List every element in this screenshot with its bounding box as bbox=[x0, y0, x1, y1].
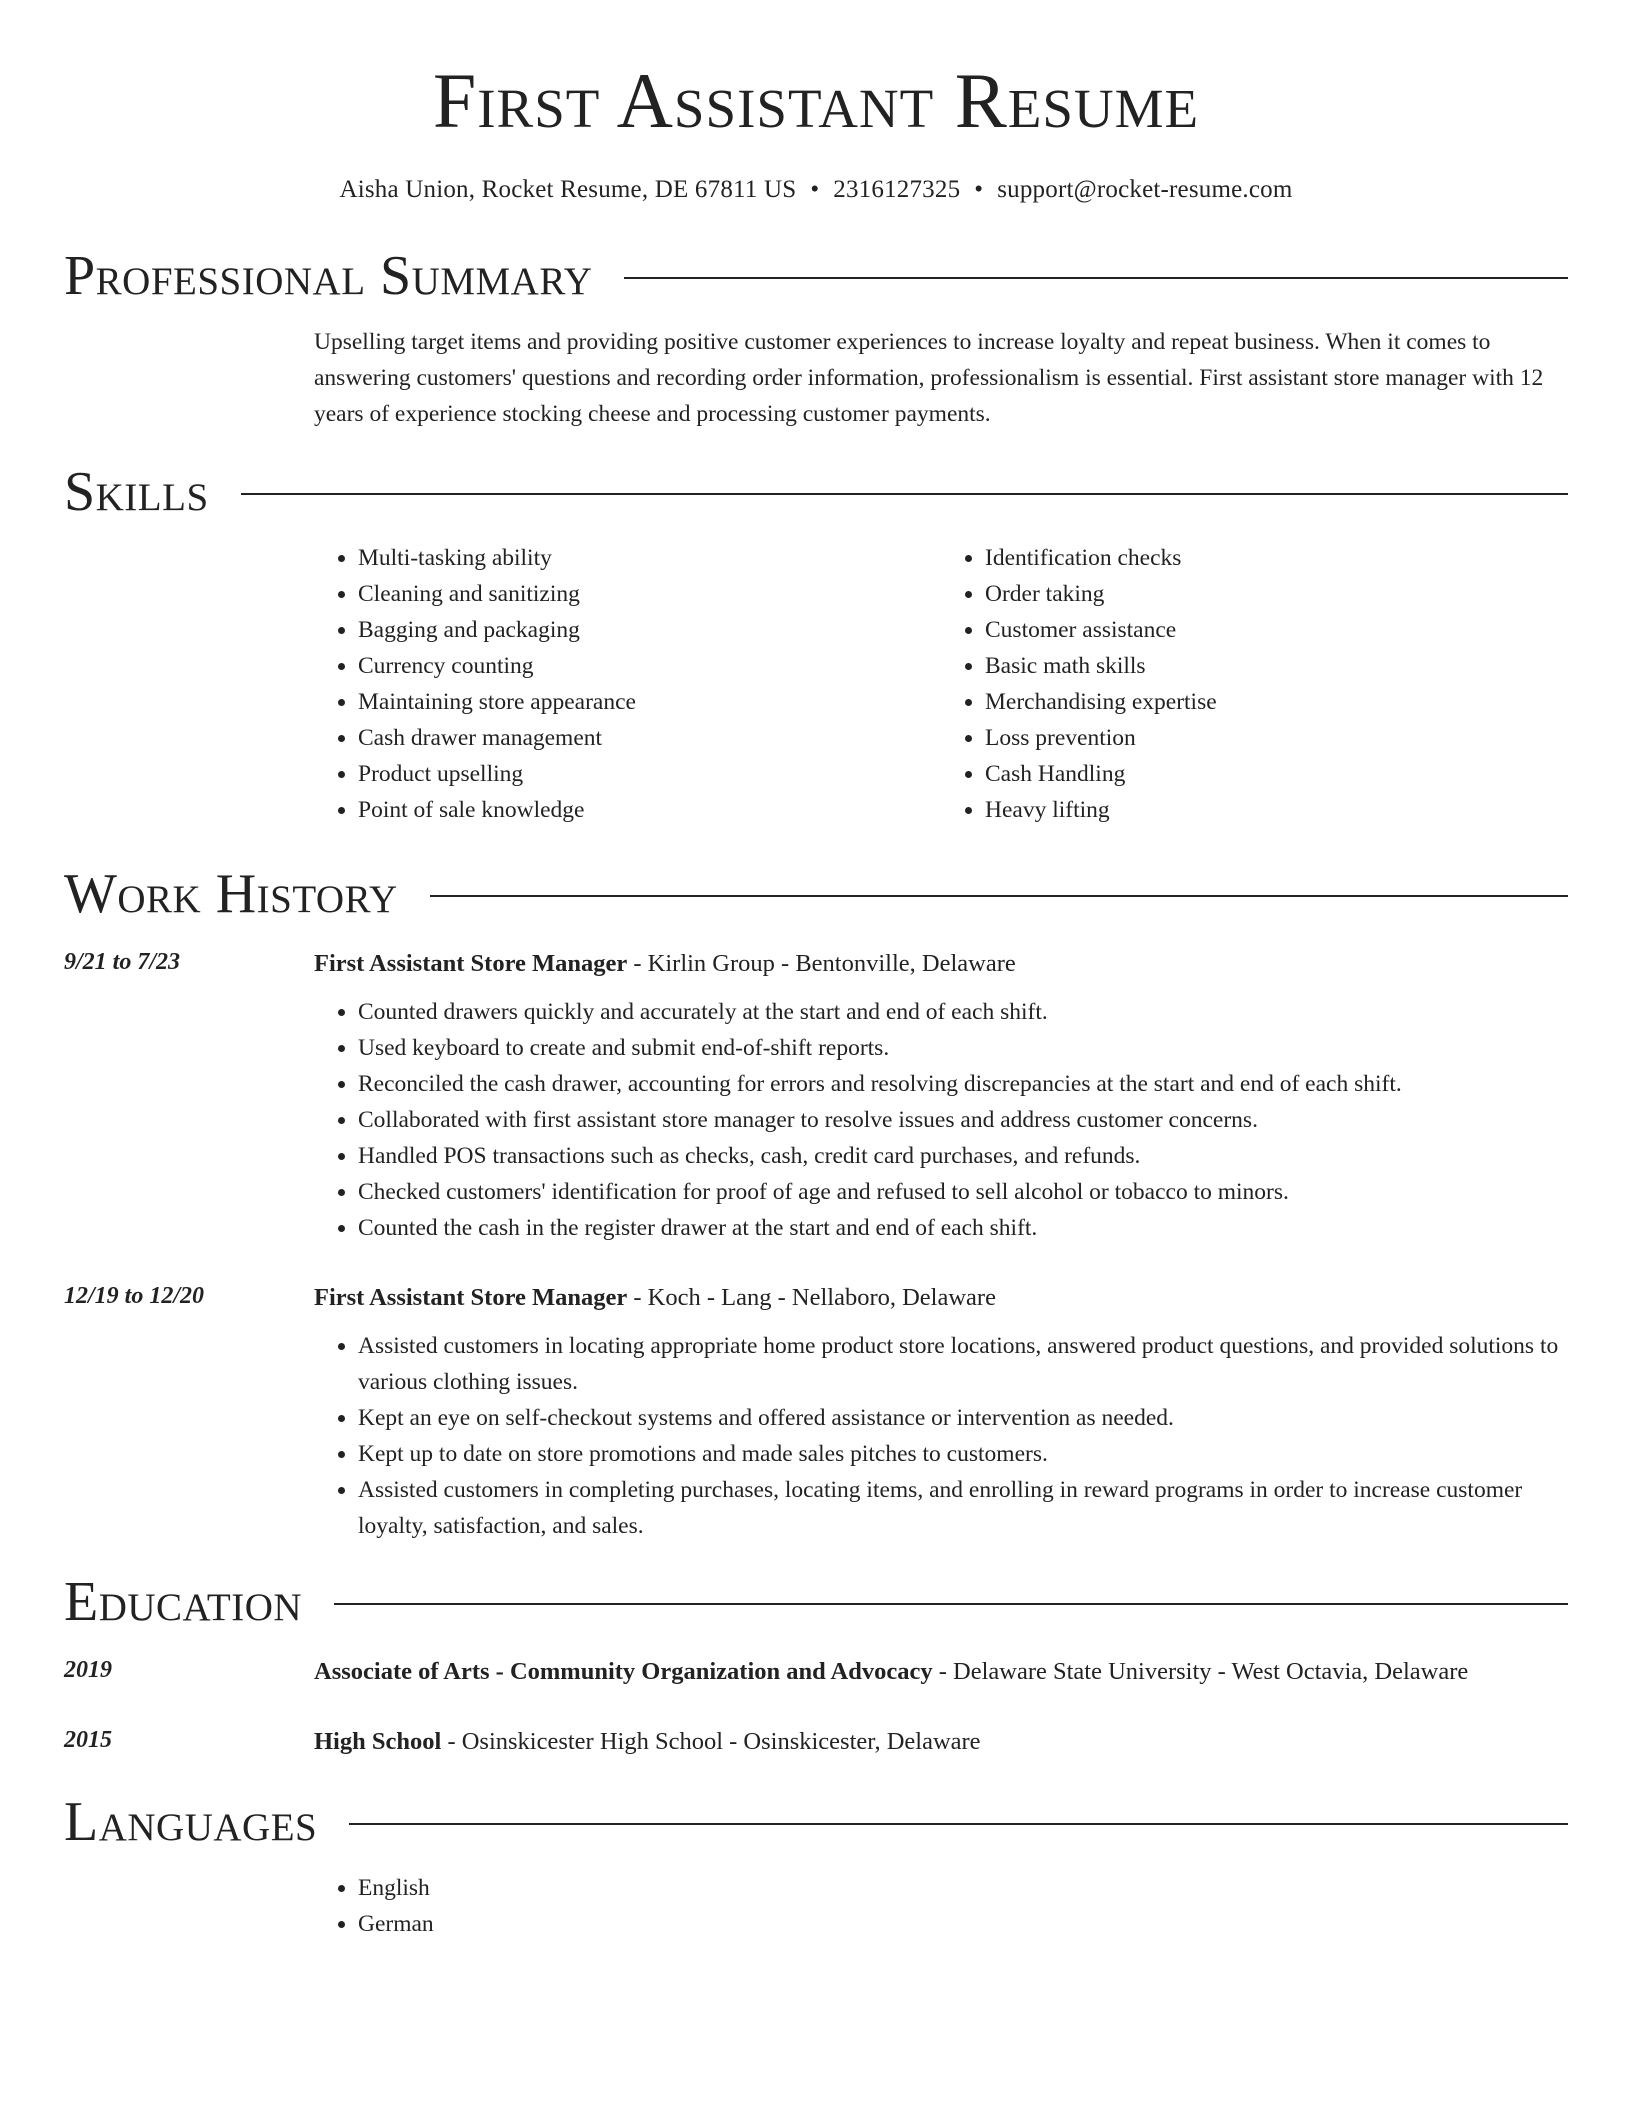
skill-item: • Identification checks bbox=[985, 540, 1568, 576]
skills-list bbox=[314, 540, 1568, 828]
section-divider bbox=[430, 895, 1568, 897]
work-dates: 9/21 to 7/23 bbox=[64, 949, 181, 975]
section-divider bbox=[241, 493, 1568, 495]
skill-item: • Loss prevention bbox=[985, 720, 1568, 756]
job-details: - Kirlin Group - Bentonville, Delaware bbox=[627, 950, 1016, 977]
section-title-education: Education bbox=[64, 1571, 303, 1633]
skill-item: • Basic math skills bbox=[985, 648, 1568, 684]
degree-title: Associate of Arts - Community Organization and Advocacy bbox=[314, 1658, 933, 1685]
skill-item: • Order taking bbox=[985, 576, 1568, 612]
language-item: • German bbox=[358, 1906, 1568, 1942]
contact-line bbox=[64, 176, 1568, 204]
work-dates: 12/19 to 12/20 bbox=[64, 1283, 205, 1309]
skill-item: • Multi-tasking ability bbox=[358, 540, 941, 576]
work-section-header bbox=[64, 863, 1568, 925]
work-bullet: • Collaborated with first assistant store manager to resolve issues and address customer concerns. bbox=[358, 1102, 1568, 1138]
skill-item: • Heavy lifting bbox=[985, 792, 1568, 828]
contact-separator: • bbox=[810, 176, 820, 203]
education-entry bbox=[64, 1722, 1568, 1762]
work-heading bbox=[314, 1278, 1568, 1318]
work-bullet: • Assisted customers in locating appropriate home product store locations, answered product questions, and provided solutions to various clothing issues. bbox=[358, 1328, 1568, 1400]
summary-section-header bbox=[64, 245, 1568, 307]
job-title: First Assistant Store Manager bbox=[314, 950, 628, 977]
work-bullet: • Reconciled the cash drawer, accounting for errors and resolving discrepancies at the start and end of each shift. bbox=[358, 1066, 1568, 1102]
education-year: 2015 bbox=[64, 1727, 112, 1753]
degree-title: High School bbox=[314, 1728, 442, 1755]
section-title-languages: Languages bbox=[64, 1791, 318, 1853]
education-year: 2019 bbox=[64, 1657, 112, 1683]
skill-item: • Cleaning and sanitizing bbox=[358, 576, 941, 612]
work-bullets bbox=[314, 1328, 1568, 1544]
job-details: - Koch - Lang - Nellaboro, Delaware bbox=[627, 1284, 996, 1311]
work-bullet: • Kept up to date on store promotions and made sales pitches to customers. bbox=[358, 1436, 1568, 1472]
section-divider bbox=[334, 1603, 1568, 1605]
contact-address: Aisha Union, Rocket Resume, DE 67811 US bbox=[339, 176, 797, 203]
skill-item: • Merchandising expertise bbox=[985, 684, 1568, 720]
work-bullets bbox=[314, 994, 1568, 1246]
skills-column-left bbox=[314, 540, 941, 828]
section-title-skills: Skills bbox=[64, 461, 209, 523]
work-bullet: • Kept an eye on self-checkout systems and offered assistance or intervention as needed. bbox=[358, 1400, 1568, 1436]
work-bullet: • Handled POS transactions such as checks, cash, credit card purchases, and refunds. bbox=[358, 1138, 1568, 1174]
summary-text: Upselling target items and providing positive customer experiences to increase loyalty and repeat business. When it comes to answering customers' questions and recording order information, professionalism is essential. First assistant store manager with 12 years of experience stocking cheese and processing customer payments. bbox=[314, 329, 1544, 427]
skill-item: • Point of sale knowledge bbox=[358, 792, 941, 828]
work-entry bbox=[64, 1278, 1568, 1318]
contact-phone: 2316127325 bbox=[833, 176, 961, 203]
skill-item: • Customer assistance bbox=[985, 612, 1568, 648]
work-bullet: • Used keyboard to create and submit end-of-shift reports. bbox=[358, 1030, 1568, 1066]
work-bullet: • Checked customers' identification for proof of age and refused to sell alcohol or tobacco to minors. bbox=[358, 1174, 1568, 1210]
education-details: - Delaware State University - West Octavia, Delaware bbox=[932, 1658, 1469, 1685]
contact-email: support@rocket-resume.com bbox=[997, 176, 1293, 203]
work-bullet: • Assisted customers in completing purchases, locating items, and enrolling in reward programs in order to increase customer loyalty, satisfaction, and sales. bbox=[358, 1472, 1568, 1544]
skill-item: • Cash drawer management bbox=[358, 720, 941, 756]
section-title-work: Work History bbox=[64, 863, 398, 925]
section-title-summary: Professional Summary bbox=[64, 245, 593, 307]
page-title: First Assistant Resume bbox=[432, 57, 1200, 144]
contact-separator: • bbox=[974, 176, 984, 203]
skills-section-header bbox=[64, 461, 1568, 523]
education-section-header bbox=[64, 1571, 1568, 1633]
job-title: First Assistant Store Manager bbox=[314, 1284, 628, 1311]
languages-section-header bbox=[64, 1791, 1568, 1853]
work-entry bbox=[64, 944, 1568, 984]
section-divider bbox=[624, 277, 1568, 279]
work-bullet: • Counted drawers quickly and accurately at the start and end of each shift. bbox=[358, 994, 1568, 1030]
education-heading bbox=[314, 1652, 1568, 1692]
skill-item: • Bagging and packaging bbox=[358, 612, 941, 648]
skill-item: • Product upselling bbox=[358, 756, 941, 792]
skills-column-right bbox=[941, 540, 1568, 828]
work-bullet: • Counted the cash in the register drawer at the start and end of each shift. bbox=[358, 1210, 1568, 1246]
language-item: • English bbox=[358, 1870, 1568, 1906]
skill-item: • Cash Handling bbox=[985, 756, 1568, 792]
languages-list bbox=[314, 1870, 1568, 1942]
education-details: - Osinskicester High School - Osinskicester, Delaware bbox=[441, 1728, 981, 1755]
work-heading bbox=[314, 944, 1568, 984]
education-entry bbox=[64, 1652, 1568, 1692]
education-heading bbox=[314, 1722, 1568, 1762]
section-divider bbox=[349, 1823, 1568, 1825]
skill-item: • Currency counting bbox=[358, 648, 941, 684]
skill-item: • Maintaining store appearance bbox=[358, 684, 941, 720]
